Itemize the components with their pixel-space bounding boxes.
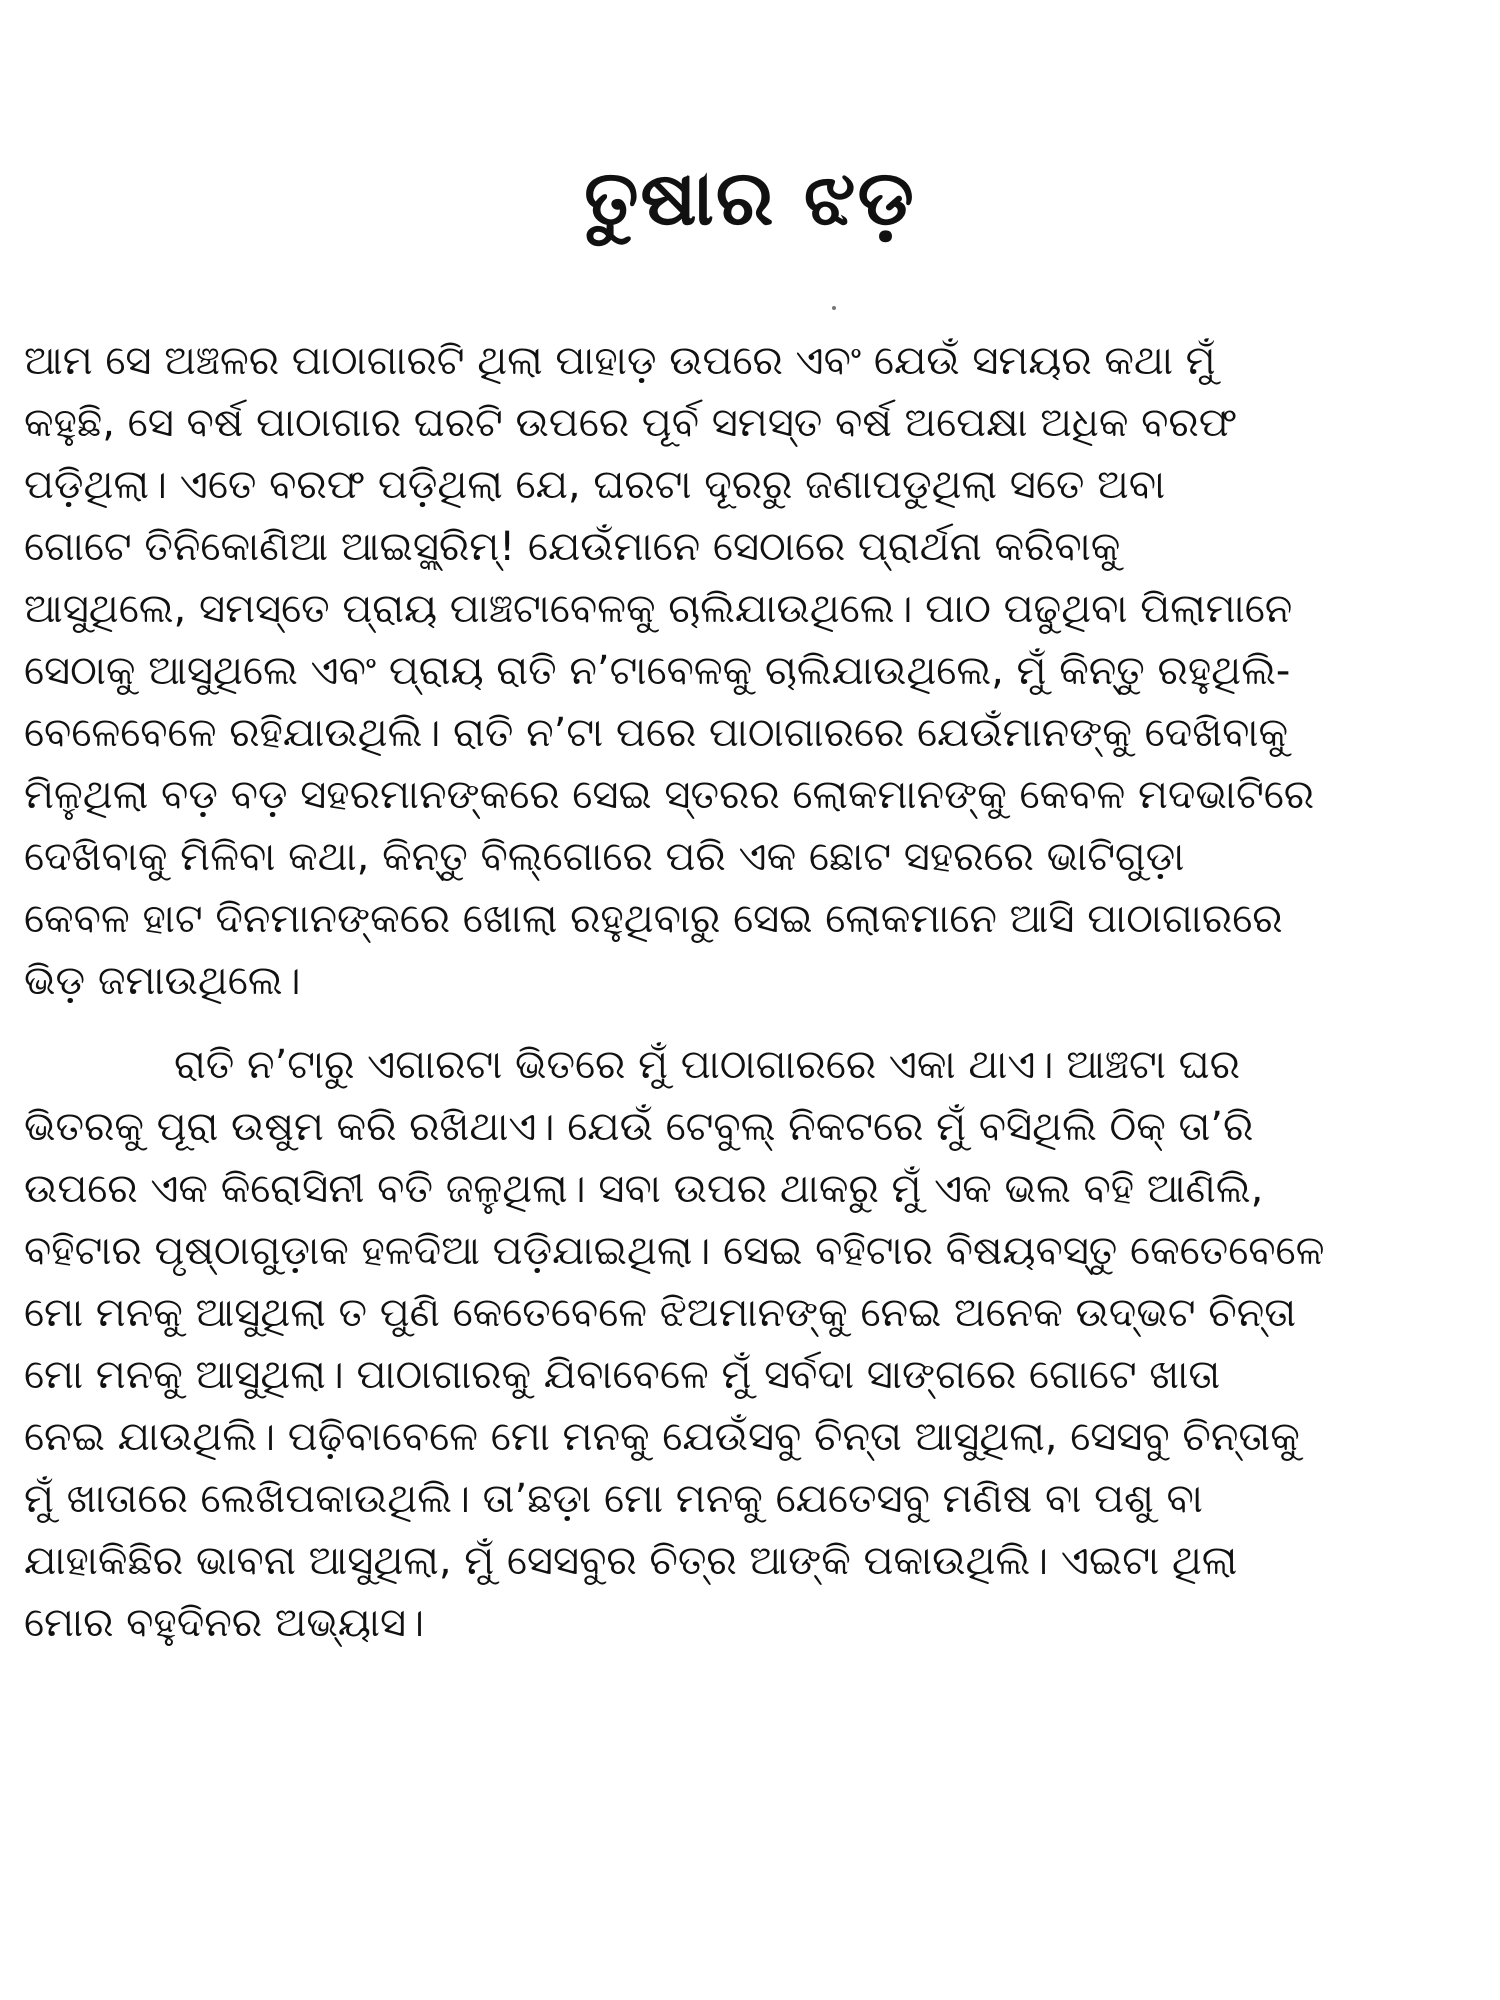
text-line: କେବଳ ହାଟ ଦିନମାନଙ୍କରେ ଖୋଲା ରହୁଥିବାରୁ ସେଇ ଲୋକମାନେ ଆସି ପାଠାଗାରରେ	[24, 896, 1283, 942]
text-line: ଦେଖିବାକୁ ମିଳିବା କଥା, କିନ୍ତୁ ବିଲ୍‌ଗୋରେ ପରି ଏକ ଛୋଟ ସହରରେ ଭାଟିଗୁଡ଼ା	[24, 834, 1185, 880]
print-speck	[832, 306, 836, 310]
text-line: ମୋର ବହୁଦିନର ଅଭ୍ୟାସ।	[24, 1600, 425, 1646]
text-line: ରାତି ନ’ଟାରୁ ଏଗାରଟା ଭିତରେ ମୁଁ ପାଠାଗାରରେ ଏକା ଥାଏ। ଆଞ୍ଚଟା ଘର	[174, 1042, 1240, 1088]
paragraph-2	[24, 1034, 1476, 1654]
text-line: ପଡ଼ିଥିଲା। ଏତେ ବରଫ ପଡ଼ିଥିଲା ଯେ, ଘରଟା ଦୂରରୁ ଜଣାପଡୁଥିଲା ସତେ ଅବା	[24, 462, 1166, 508]
text-line: ମିଳୁଥିଲା ବଡ଼ ବଡ଼ ସହରମାନଙ୍କରେ ସେଇ ସ୍ତରର ଲୋକମାନଙ୍କୁ କେବଳ ମଦଭାଟିରେ	[24, 772, 1315, 818]
text-line: ଆମ ସେ ଅଞ୍ଚଳର ପାଠାଗାରଟି ଥିଲା ପାହାଡ଼ ଉପରେ ଏବଂ ଯେଉଁ ସମୟର କଥା ମୁଁ	[24, 338, 1216, 384]
story-body	[24, 330, 1476, 1654]
text-line: ଗୋଟେ ତିନିକୋଣିଆ ଆଇସ୍କ୍ରିମ୍! ଯେଉଁମାନେ ସେଠାରେ ପ୍ରାର୍ଥନା କରିବାକୁ	[24, 524, 1121, 570]
paragraph-gap	[24, 1012, 1476, 1034]
text-line: ଭିଡ଼ ଜମାଉଥିଲେ।	[24, 958, 301, 1004]
text-line: ବହିଟାର ପୃଷ୍ଠାଗୁଡ଼ାକ ହଳଦିଆ ପଡ଼ିଯାଇଥିଲା। ସେଇ ବହିଟାର ବିଷୟବସ୍ତୁ କେତେବେଳେ	[24, 1228, 1325, 1274]
text-line: ମୋ ମନକୁ ଆସୁଥିଲା ତ ପୁଣି କେତେବେଳେ ଝିଅମାନଙ୍କୁ ନେଇ ଅନେକ ଉଦ୍ଭଟ ଚିନ୍ତା	[24, 1290, 1297, 1336]
paragraph-1	[24, 330, 1476, 1012]
text-line: ଆସୁଥିଲେ, ସମସ୍ତେ ପ୍ରାୟ ପାଞ୍ଚଟାବେଳକୁ ଚାଲିଯାଉଥିଲେ। ପାଠ ପଢୁଥିବା ପିଲାମାନେ	[24, 586, 1293, 632]
text-line: ଯାହାକିଛିର ଭାବନା ଆସୁଥିଲା, ମୁଁ ସେସବୁର ଚିତ୍ର ଆଙ୍କି ପକାଉଥିଲି। ଏଇଟା ଥିଲା	[24, 1538, 1238, 1584]
text-line: ମୋ ମନକୁ ଆସୁଥିଲା। ପାଠାଗାରକୁ ଯିବାବେଳେ ମୁଁ ସର୍ବଦା ସାଙ୍ଗରେ ଗୋଟେ ଖାତା	[24, 1352, 1221, 1398]
text-line: ସେଠାକୁ ଆସୁଥିଲେ ଏବଂ ପ୍ରାୟ ରାତି ନ’ଟାବେଳକୁ ଚାଲିଯାଉଥିଲେ, ମୁଁ କିନ୍ତୁ ରହୁଥିଲି-	[24, 648, 1291, 694]
page-title: ତୁଷାର ଝଡ଼	[584, 153, 916, 242]
text-line: ଭିତରକୁ ପୂରା ଉଷୁମ କରି ରଖିଥାଏ। ଯେଉଁ ଟେବୁଲ୍ ନିକଟରେ ମୁଁ ବସିଥିଲି ଠିକ୍ ତା’ରି	[24, 1104, 1254, 1150]
text-line: ନେଇ ଯାଉଥିଲି। ପଢ଼ିବାବେଳେ ମୋ ମନକୁ ଯେଉଁସବୁ ଚିନ୍ତା ଆସୁଥିଲା, ସେସବୁ ଚିନ୍ତାକୁ	[24, 1414, 1300, 1460]
text-line: ବେଳେବେଳେ ରହିଯାଉଥିଲି। ରାତି ନ’ଟା ପରେ ପାଠାଗାରରେ ଯେଉଁମାନଙ୍କୁ ଦେଖିବାକୁ	[24, 710, 1289, 756]
text-line: କହୁଛି, ସେ ବର୍ଷ ପାଠାଗାର ଘରଟି ଉପରେ ପୂର୍ବ ସମସ୍ତ ବର୍ଷ ଅପେକ୍ଷା ଅଧିକ ବରଫ	[24, 400, 1238, 446]
text-line: ମୁଁ ଖାତାରେ ଲେଖିପକାଉଥିଲି। ତା’ଛଡ଼ା ମୋ ମନକୁ ଯେତେସବୁ ମଣିଷ ବା ପଶୁ ବା	[24, 1476, 1203, 1522]
text-line: ଉପରେ ଏକ କିରୋସିନୀ ବତି ଜଳୁଥିଲା। ସବା ଉପର ଥାକରୁ ମୁଁ ଏକ ଭଲ ବହି ଆଣିଲି,	[24, 1166, 1264, 1212]
